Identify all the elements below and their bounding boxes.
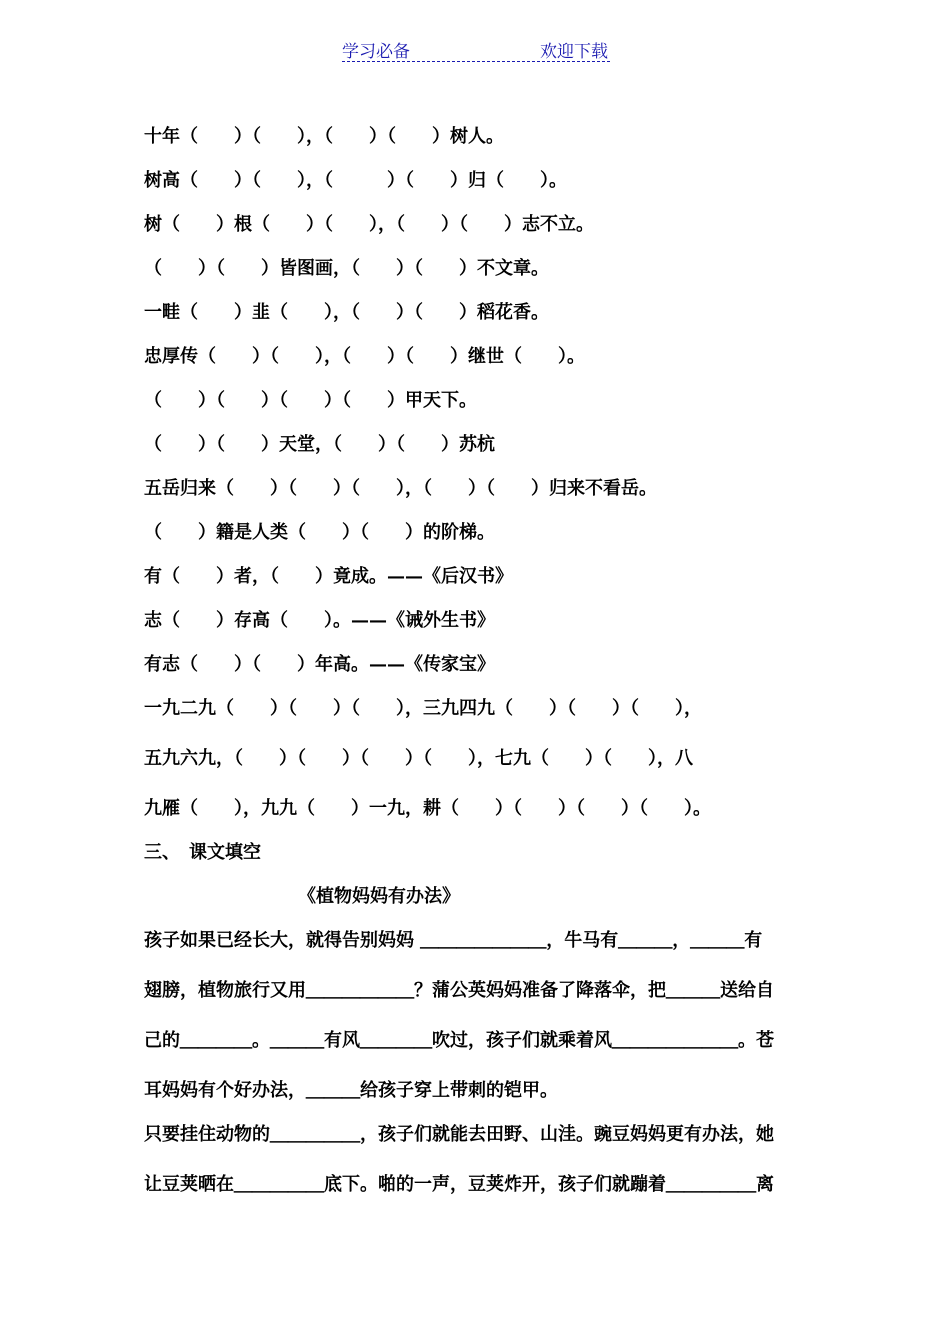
- idiom-line-12: 志（ ）存高（ ）。——《诫外生书》: [144, 610, 495, 631]
- idiom-line-9: 五岳归来（ ）（ ）（ ），（ ）（ ）归来不看岳。: [144, 478, 657, 499]
- idiom-line-8: （ ）（ ）天堂，（ ）（ ）苏杭: [144, 434, 495, 455]
- idiom-line-14: 一九二九（ ）（ ）（ ），三九四九（ ）（ ）（ ），: [144, 698, 702, 719]
- header-left-text: 学习必备: [342, 42, 410, 62]
- idiom-line-6: 忠厚传（ ）（ ），（ ）（ ）继世（ ）。: [144, 346, 585, 367]
- passage-line-2: 翅膀，植物旅行又用＿＿＿＿＿＿？蒲公英妈妈准备了降落伞，把＿＿＿送给自: [144, 980, 774, 1001]
- idiom-line-5: 一畦（ ）韭（ ），（ ）（ ）稻花香。: [144, 302, 549, 323]
- passage-line-4: 耳妈妈有个好办法，＿＿＿给孩子穿上带刺的铠甲。: [144, 1080, 558, 1101]
- page-header: [342, 37, 610, 62]
- idiom-line-1: 十年（ ）（ ），（ ）（ ）树人。: [144, 126, 504, 147]
- passage-line-5: 只要挂住动物的＿＿＿＿＿，孩子们就能去田野、山洼。豌豆妈妈更有办法，她: [144, 1124, 774, 1145]
- idiom-line-7: （ ）（ ）（ ）（ ）甲天下。: [144, 390, 477, 411]
- idiom-line-2: 树高（ ）（ ），（ ）（ ）归（ ）。: [144, 170, 567, 191]
- header-right-text: 欢迎下载: [540, 42, 608, 62]
- idiom-line-13: 有志（ ）（ ）年高。——《传家宝》: [144, 654, 495, 675]
- idiom-line-11: 有（ ）者，（ ）竟成。——《后汉书》: [144, 566, 513, 587]
- idiom-line-15: 五九六九，（ ）（ ）（ ）（ ），七九（ ）（ ），八: [144, 748, 693, 769]
- section-heading: 三、 课文填空: [144, 842, 261, 863]
- idiom-line-16: 九雁（ ），九九（ ）一九，耕（ ）（ ）（ ）（ ）。: [144, 798, 711, 819]
- lesson-title: 《植物妈妈有办法》: [298, 886, 460, 907]
- idiom-line-4: （ ）（ ）皆图画，（ ）（ ）不文章。: [144, 258, 549, 279]
- passage-line-6: 让豆荚晒在＿＿＿＿＿底下。啪的一声，豆荚炸开，孩子们就蹦着＿＿＿＿＿离: [144, 1174, 774, 1195]
- passage-line-1: 孩子如果已经长大，就得告别妈妈 ＿＿＿＿＿＿＿，牛马有＿＿＿，＿＿＿有: [144, 930, 763, 951]
- idiom-line-10: （ ）籍是人类（ ）（ ）的阶梯。: [144, 522, 495, 543]
- passage-line-3: 己的＿＿＿＿。＿＿＿有风＿＿＿＿吹过，孩子们就乘着风＿＿＿＿＿＿＿。苍: [144, 1030, 774, 1051]
- idiom-line-3: 树（ ）根（ ）（ ），（ ）（ ）志不立。: [144, 214, 594, 235]
